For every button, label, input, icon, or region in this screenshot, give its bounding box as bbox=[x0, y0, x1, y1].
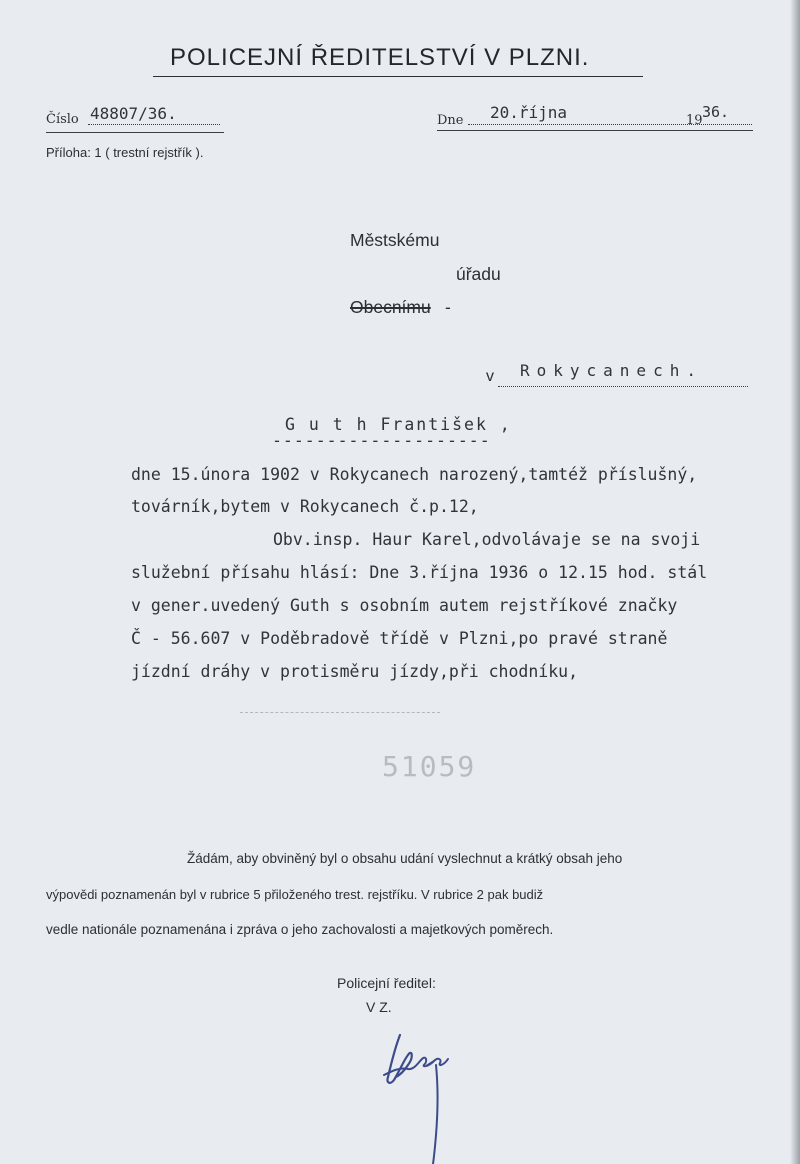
body-line-7: jízdní dráhy v protisměru jízdy,při chodníku, bbox=[131, 662, 579, 681]
place-name: Rokycanech. bbox=[520, 361, 703, 380]
place-dots bbox=[498, 386, 748, 387]
number-value: 48807/36. bbox=[90, 104, 177, 123]
number-label: Číslo bbox=[46, 112, 79, 127]
body-line-1: dne 15.února 1902 v Rokycanech narozený,tamtéž příslušný, bbox=[131, 465, 698, 484]
subject-name: G u t h František , bbox=[285, 415, 512, 434]
request-line-1: Žádám, aby obviněný byl o obsahu udání vyslechnut a krátký obsah jeho bbox=[187, 851, 623, 866]
addressee-line1: Městskému bbox=[350, 230, 440, 250]
body-line-2: továrník,bytem v Rokycanech č.p.12, bbox=[131, 497, 479, 516]
number-dots bbox=[88, 124, 220, 125]
request-line-3: vedle nationále poznamenána i zpráva o jeho zachovalosti a majetkových poměrech. bbox=[46, 922, 554, 937]
subject-underline: -------------------- bbox=[272, 431, 491, 450]
signature-icon bbox=[378, 1025, 468, 1164]
faint-dash bbox=[240, 712, 440, 713]
date-rule bbox=[437, 130, 753, 131]
date-value: 20.října bbox=[490, 103, 568, 122]
addressee-struck: Obecnímu bbox=[350, 297, 431, 317]
place-prefix: v bbox=[486, 368, 494, 385]
signature-title: Policejní ředitel: bbox=[337, 975, 436, 991]
attachment-line: Příloha: 1 ( trestní rejstřík ). bbox=[46, 145, 204, 160]
date-dots bbox=[468, 124, 752, 125]
year-suffix: 36. bbox=[702, 103, 730, 121]
signature-vz: V Z. bbox=[366, 999, 392, 1015]
body-line-3: Obv.insp. Haur Karel,odvolávaje se na svoji bbox=[273, 530, 701, 549]
body-line-6: Č - 56.607 v Poděbradově třídě v Plzni,po pravé straně bbox=[131, 629, 668, 648]
body-line-4: služební přísahu hlásí: Dne 3.října 1936 o 12.15 hod. stál bbox=[131, 563, 708, 582]
page-title: POLICEJNÍ ŘEDITELSTVÍ V PLZNI. bbox=[170, 44, 590, 71]
number-rule bbox=[46, 132, 224, 133]
date-label: Dne bbox=[437, 113, 464, 128]
addressee-line2: úřadu bbox=[456, 264, 501, 284]
request-line-2: výpovědi poznamenán byl v rubrice 5 přiloženého trest. rejstříku. V rubrice 2 pak budiž bbox=[46, 887, 544, 902]
faint-stamp: 51059 bbox=[382, 750, 477, 783]
body-line-5: v gener.uvedený Guth s osobním autem rejstříkové značky bbox=[131, 596, 678, 615]
addressee-dash: - bbox=[445, 297, 451, 317]
year-prefix: 19 bbox=[686, 113, 703, 128]
title-rule bbox=[153, 76, 643, 77]
